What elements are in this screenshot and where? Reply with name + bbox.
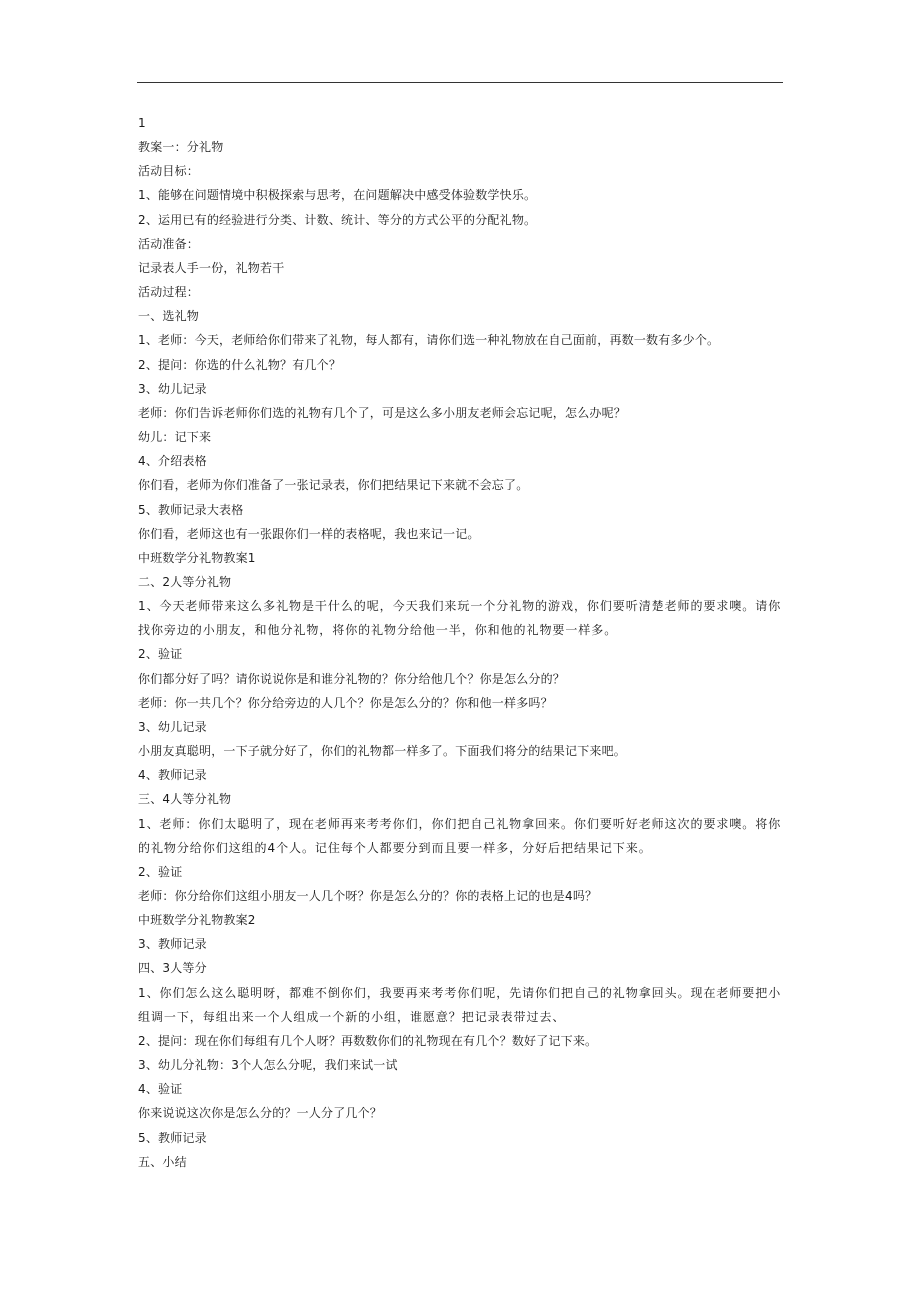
paragraph: 老师：你们告诉老师你们选的礼物有几个了，可是这么多小朋友老师会忘记呢，怎么办呢？ — [138, 405, 627, 420]
paragraph: 5、教师记录 — [138, 1130, 207, 1145]
paragraph: 老师：你一共几个？你分给旁边的人几个？你是怎么分的？你和他一样多吗？ — [138, 695, 553, 710]
section-heading-goals: 活动目标： — [138, 164, 200, 179]
document-body — [138, 111, 786, 1174]
paragraph: 你们都分好了吗？请你说说你是和谁分礼物的？你分给他几个？你是怎么分的？ — [138, 671, 566, 686]
paragraph: 2、提问：你选的什么礼物？有几个？ — [138, 357, 342, 372]
step-heading: 三、4人等分礼物 — [138, 792, 232, 807]
paragraph: 记录表人手一份，礼物若干 — [138, 260, 285, 275]
page-number: 1 — [138, 116, 146, 130]
paragraph: 4、教师记录 — [138, 768, 207, 783]
paragraph: 老师：你分给你们这组小朋友一人几个呀？你是怎么分的？你的表格上记的也是4吗？ — [138, 889, 598, 903]
goal-item: 2、运用已有的经验进行分类、计数、统计、等分的方式公平的分配礼物。 — [138, 212, 537, 227]
lesson-title: 教案一：分礼物 — [138, 140, 224, 155]
paragraph: 2、验证 — [138, 647, 183, 662]
paragraph: 5、教师记录大表格 — [138, 502, 244, 517]
inline-caption: 中班数学分礼物教案2 — [138, 913, 256, 928]
paragraph: 3、幼儿记录 — [138, 381, 207, 396]
header-rule — [137, 82, 783, 83]
paragraph: 2、验证 — [138, 864, 183, 879]
paragraph: 小朋友真聪明，一下子就分好了，你们的礼物都一样多了。下面我们将分的结果记下来吧。 — [138, 744, 627, 759]
paragraph: 3、幼儿分礼物：3个人怎么分呢，我们来试一试 — [138, 1058, 398, 1073]
paragraph: 3、教师记录 — [138, 937, 207, 952]
paragraph: 1、你们怎么这么聪明呀，都难不倒你们，我要再来考考你们呢，先请你们把自己的礼物拿回头。现在老师要把小组调一下，每组出来一个人组成一个新的小组，谁愿意？把记录表带过去、 — [138, 985, 782, 1024]
step-heading: 五、小结 — [138, 1154, 187, 1169]
paragraph: 1、老师：你们太聪明了，现在老师再来考考你们，你们把自己礼物拿回来。你们要听好老师这次的要求噢。将你的礼物分给你们这组的4个人。记住每个人都要分到而且要一样多，分好后把结果记下来。 — [138, 816, 782, 855]
paragraph: 3、幼儿记录 — [138, 719, 207, 734]
paragraph: 幼儿：记下来 — [138, 430, 212, 445]
paragraph: 1、今天老师带来这么多礼物是干什么的呢，今天我们来玩一个分礼物的游戏，你们要听清楚老师的要求噢。请你找你旁边的小朋友，和他分礼物，将你的礼物分给他一半，你和他的礼物要一样多。 — [138, 599, 782, 638]
step-heading: 四、3人等分 — [138, 961, 207, 976]
paragraph: 1、老师：今天，老师给你们带来了礼物，每人都有，请你们选一种礼物放在自己面前，再数一数有多少个。 — [138, 333, 720, 348]
paragraph: 4、验证 — [138, 1082, 183, 1097]
goal-item: 1、能够在问题情境中积极探索与思考，在问题解决中感受体验数学快乐。 — [138, 188, 537, 203]
paragraph: 你们看，老师为你们准备了一张记录表，你们把结果记下来就不会忘了。 — [138, 478, 529, 493]
paragraph: 你们看，老师这也有一张跟你们一样的表格呢，我也来记一记。 — [138, 526, 480, 541]
paragraph: 4、介绍表格 — [138, 454, 207, 469]
section-heading-preparation: 活动准备： — [138, 236, 200, 251]
paragraph: 你来说说这次你是怎么分的？一人分了几个？ — [138, 1106, 383, 1121]
section-heading-process: 活动过程： — [138, 285, 200, 300]
paragraph: 2、提问：现在你们每组有几个人呀？再数数你们的礼物现在有几个？数好了记下来。 — [138, 1033, 598, 1048]
inline-caption: 中班数学分礼物教案1 — [138, 550, 256, 565]
step-heading: 二、2人等分礼物 — [138, 574, 232, 589]
step-heading: 一、选礼物 — [138, 309, 200, 324]
